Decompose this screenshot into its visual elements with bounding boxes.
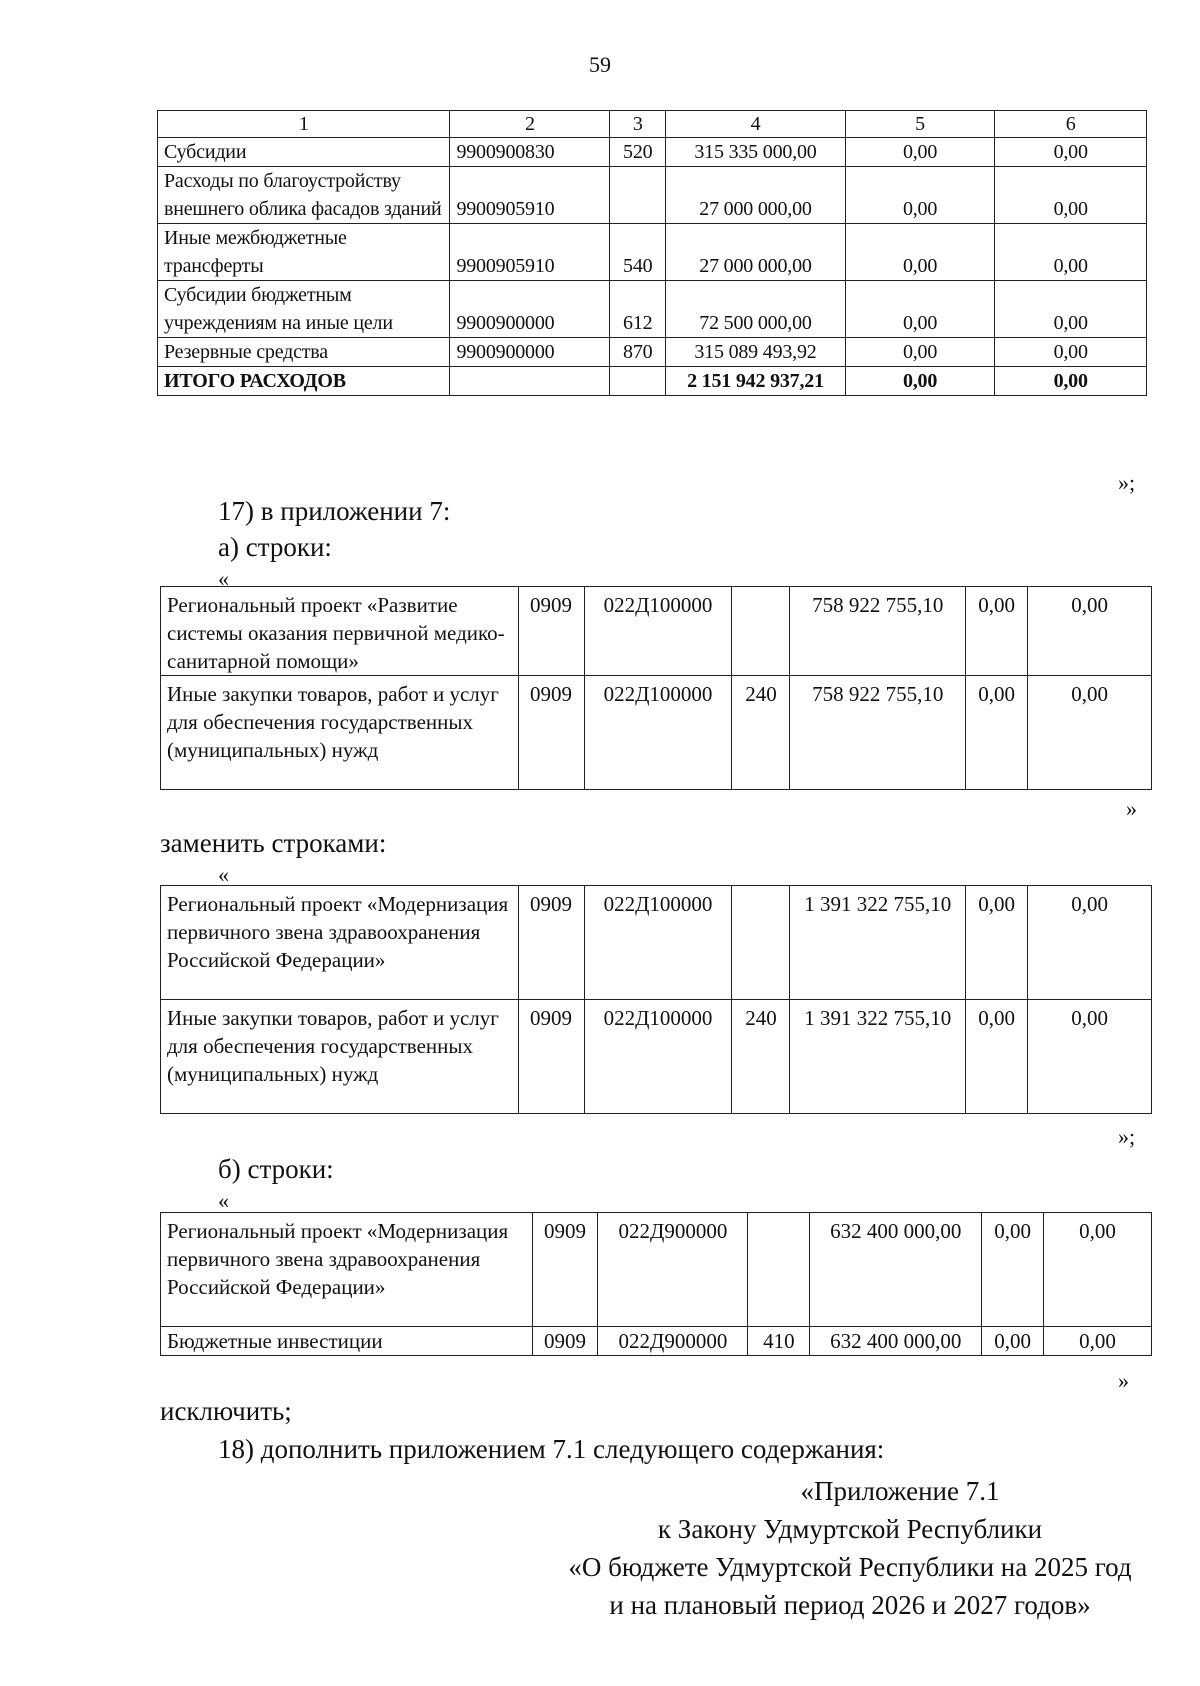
total-sum1: 2 151 942 937,21	[666, 367, 846, 396]
open-quote: «	[218, 862, 229, 887]
table-row	[161, 587, 1152, 676]
table-header-row	[158, 111, 1147, 138]
total-sum2: 0,00	[845, 367, 995, 396]
row-code: 9900905910	[450, 224, 610, 281]
expenses-table	[157, 110, 1147, 396]
row-csr: 022Д100000	[584, 886, 732, 1000]
row-code: 9900905910	[450, 167, 610, 224]
table-header-cell: 2	[450, 111, 610, 138]
row-code: 9900900000	[450, 281, 610, 338]
row-csr: 022Д900000	[598, 1327, 748, 1356]
row-sum3: 0,00	[995, 167, 1147, 224]
row-sum2: 0,00	[845, 281, 995, 338]
table-header-cell: 6	[995, 111, 1147, 138]
table-row	[158, 138, 1147, 167]
row-sum1: 1 391 322 755,10	[790, 886, 966, 1000]
row-sum2: 0,00	[845, 338, 995, 367]
row-vr	[610, 167, 666, 224]
row-sum3: 0,00	[1028, 676, 1152, 790]
row-vr: 612	[610, 281, 666, 338]
close-quote: »	[1118, 1368, 1129, 1393]
row-name: Расходы по благоустройству внешнего облика фасадов зданий	[158, 167, 450, 224]
total-sum3: 0,00	[995, 367, 1147, 396]
table-row	[158, 281, 1147, 338]
rows-table-old	[160, 586, 1152, 790]
row-name: Иные закупки товаров, работ и услуг для обеспечения государственных (муниципальных) нужд	[161, 676, 519, 790]
replace-text: заменить строками:	[160, 828, 387, 858]
row-rz: 0909	[518, 676, 584, 790]
rows-table-new	[160, 885, 1152, 1114]
row-sum3: 0,00	[1028, 886, 1152, 1000]
row-csr: 022Д100000	[584, 676, 732, 790]
row-sum3: 0,00	[995, 138, 1147, 167]
table-row	[161, 1000, 1152, 1114]
row-sum2: 0,00	[966, 886, 1028, 1000]
appendix-line: и на плановый период 2026 и 2027 годов»	[609, 1590, 1091, 1620]
row-rz: 0909	[518, 1000, 584, 1114]
item-17a: а) строки:	[218, 532, 332, 562]
row-sum2: 0,00	[966, 587, 1028, 676]
row-sum3: 0,00	[1028, 587, 1152, 676]
open-quote: «	[218, 1188, 229, 1213]
table-row	[158, 338, 1147, 367]
row-code: 9900900830	[450, 138, 610, 167]
row-sum1: 632 400 000,00	[810, 1213, 982, 1327]
appendix-heading	[540, 1472, 1160, 1624]
row-sum1: 315 089 493,92	[666, 338, 846, 367]
total-row	[158, 367, 1147, 396]
row-sum1: 27 000 000,00	[666, 224, 846, 281]
table-header-cell: 3	[610, 111, 666, 138]
total-vr	[610, 367, 666, 396]
row-sum1: 72 500 000,00	[666, 281, 846, 338]
table-row	[161, 676, 1152, 790]
row-sum2: 0,00	[845, 167, 995, 224]
row-sum1: 1 391 322 755,10	[790, 1000, 966, 1114]
row-name: Резервные средства	[158, 338, 450, 367]
row-vr: 540	[610, 224, 666, 281]
row-vr: 410	[748, 1327, 810, 1356]
row-sum3: 0,00	[995, 338, 1147, 367]
row-sum2: 0,00	[966, 676, 1028, 790]
close-quote: »	[1126, 796, 1137, 821]
row-name: Региональный проект «Развитие системы оказания первичной медико-санитарной помощи»	[161, 587, 519, 676]
item-17: 17) в приложении 7:	[218, 496, 451, 526]
row-vr	[732, 886, 790, 1000]
row-sum3: 0,00	[1044, 1213, 1152, 1327]
close-quote: »;	[1118, 470, 1136, 495]
row-sum3: 0,00	[1028, 1000, 1152, 1114]
appendix-line: «Приложение 7.1	[800, 1476, 1000, 1506]
row-sum3: 0,00	[1044, 1327, 1152, 1356]
row-sum1: 758 922 755,10	[790, 587, 966, 676]
row-vr: 240	[732, 1000, 790, 1114]
table-header-cell: 5	[845, 111, 995, 138]
page-number: 59	[589, 52, 611, 77]
row-sum2: 0,00	[845, 224, 995, 281]
table-row	[158, 167, 1147, 224]
item-18: 18) дополнить приложением 7.1 следующего содержания:	[218, 1434, 885, 1464]
row-vr: 520	[610, 138, 666, 167]
row-sum2: 0,00	[845, 138, 995, 167]
appendix-line: «О бюджете Удмуртской Республики на 2025 год	[568, 1552, 1132, 1582]
row-sum3: 0,00	[995, 224, 1147, 281]
row-rz: 0909	[532, 1327, 598, 1356]
row-sum2: 0,00	[982, 1327, 1044, 1356]
row-name: Бюджетные инвестиции	[161, 1327, 533, 1356]
row-vr	[732, 587, 790, 676]
table-header-cell: 1	[158, 111, 450, 138]
row-name: Региональный проект «Модернизация первичного звена здравоохранения Российской Федерации»	[161, 1213, 533, 1327]
row-vr: 870	[610, 338, 666, 367]
total-label: ИТОГО РАСХОДОВ	[158, 367, 450, 396]
row-name: Субсидии бюджетным учреждениям на иные цели	[158, 281, 450, 338]
table-row	[161, 886, 1152, 1000]
row-vr: 240	[732, 676, 790, 790]
row-name: Субсидии	[158, 138, 450, 167]
open-quote: «	[218, 566, 229, 591]
row-code: 9900900000	[450, 338, 610, 367]
row-sum1: 315 335 000,00	[666, 138, 846, 167]
total-code	[450, 367, 610, 396]
row-rz: 0909	[532, 1213, 598, 1327]
row-name: Иные закупки товаров, работ и услуг для обеспечения государственных (муниципальных) нужд	[161, 1000, 519, 1114]
row-rz: 0909	[518, 886, 584, 1000]
row-name: Иные межбюджетные трансферты	[158, 224, 450, 281]
row-csr: 022Д100000	[584, 1000, 732, 1114]
row-name: Региональный проект «Модернизация первичного звена здравоохранения Российской Федерации»	[161, 886, 519, 1000]
close-quote: »;	[1118, 1124, 1136, 1149]
row-csr: 022Д900000	[598, 1213, 748, 1327]
table-row	[161, 1327, 1152, 1356]
table-row	[161, 1213, 1152, 1327]
appendix-line: к Закону Удмуртской Республики	[657, 1514, 1043, 1544]
row-sum1: 758 922 755,10	[790, 676, 966, 790]
row-rz: 0909	[518, 587, 584, 676]
row-sum2: 0,00	[966, 1000, 1028, 1114]
table-header-cell: 4	[666, 111, 846, 138]
table-row	[158, 224, 1147, 281]
item-17b: б) строки:	[218, 1154, 334, 1184]
exclude-text: исключить;	[160, 1396, 292, 1426]
row-sum3: 0,00	[995, 281, 1147, 338]
row-vr	[748, 1213, 810, 1327]
rows-table-b	[160, 1212, 1152, 1356]
row-sum2: 0,00	[982, 1213, 1044, 1327]
row-csr: 022Д100000	[584, 587, 732, 676]
row-sum1: 632 400 000,00	[810, 1327, 982, 1356]
row-sum1: 27 000 000,00	[666, 167, 846, 224]
